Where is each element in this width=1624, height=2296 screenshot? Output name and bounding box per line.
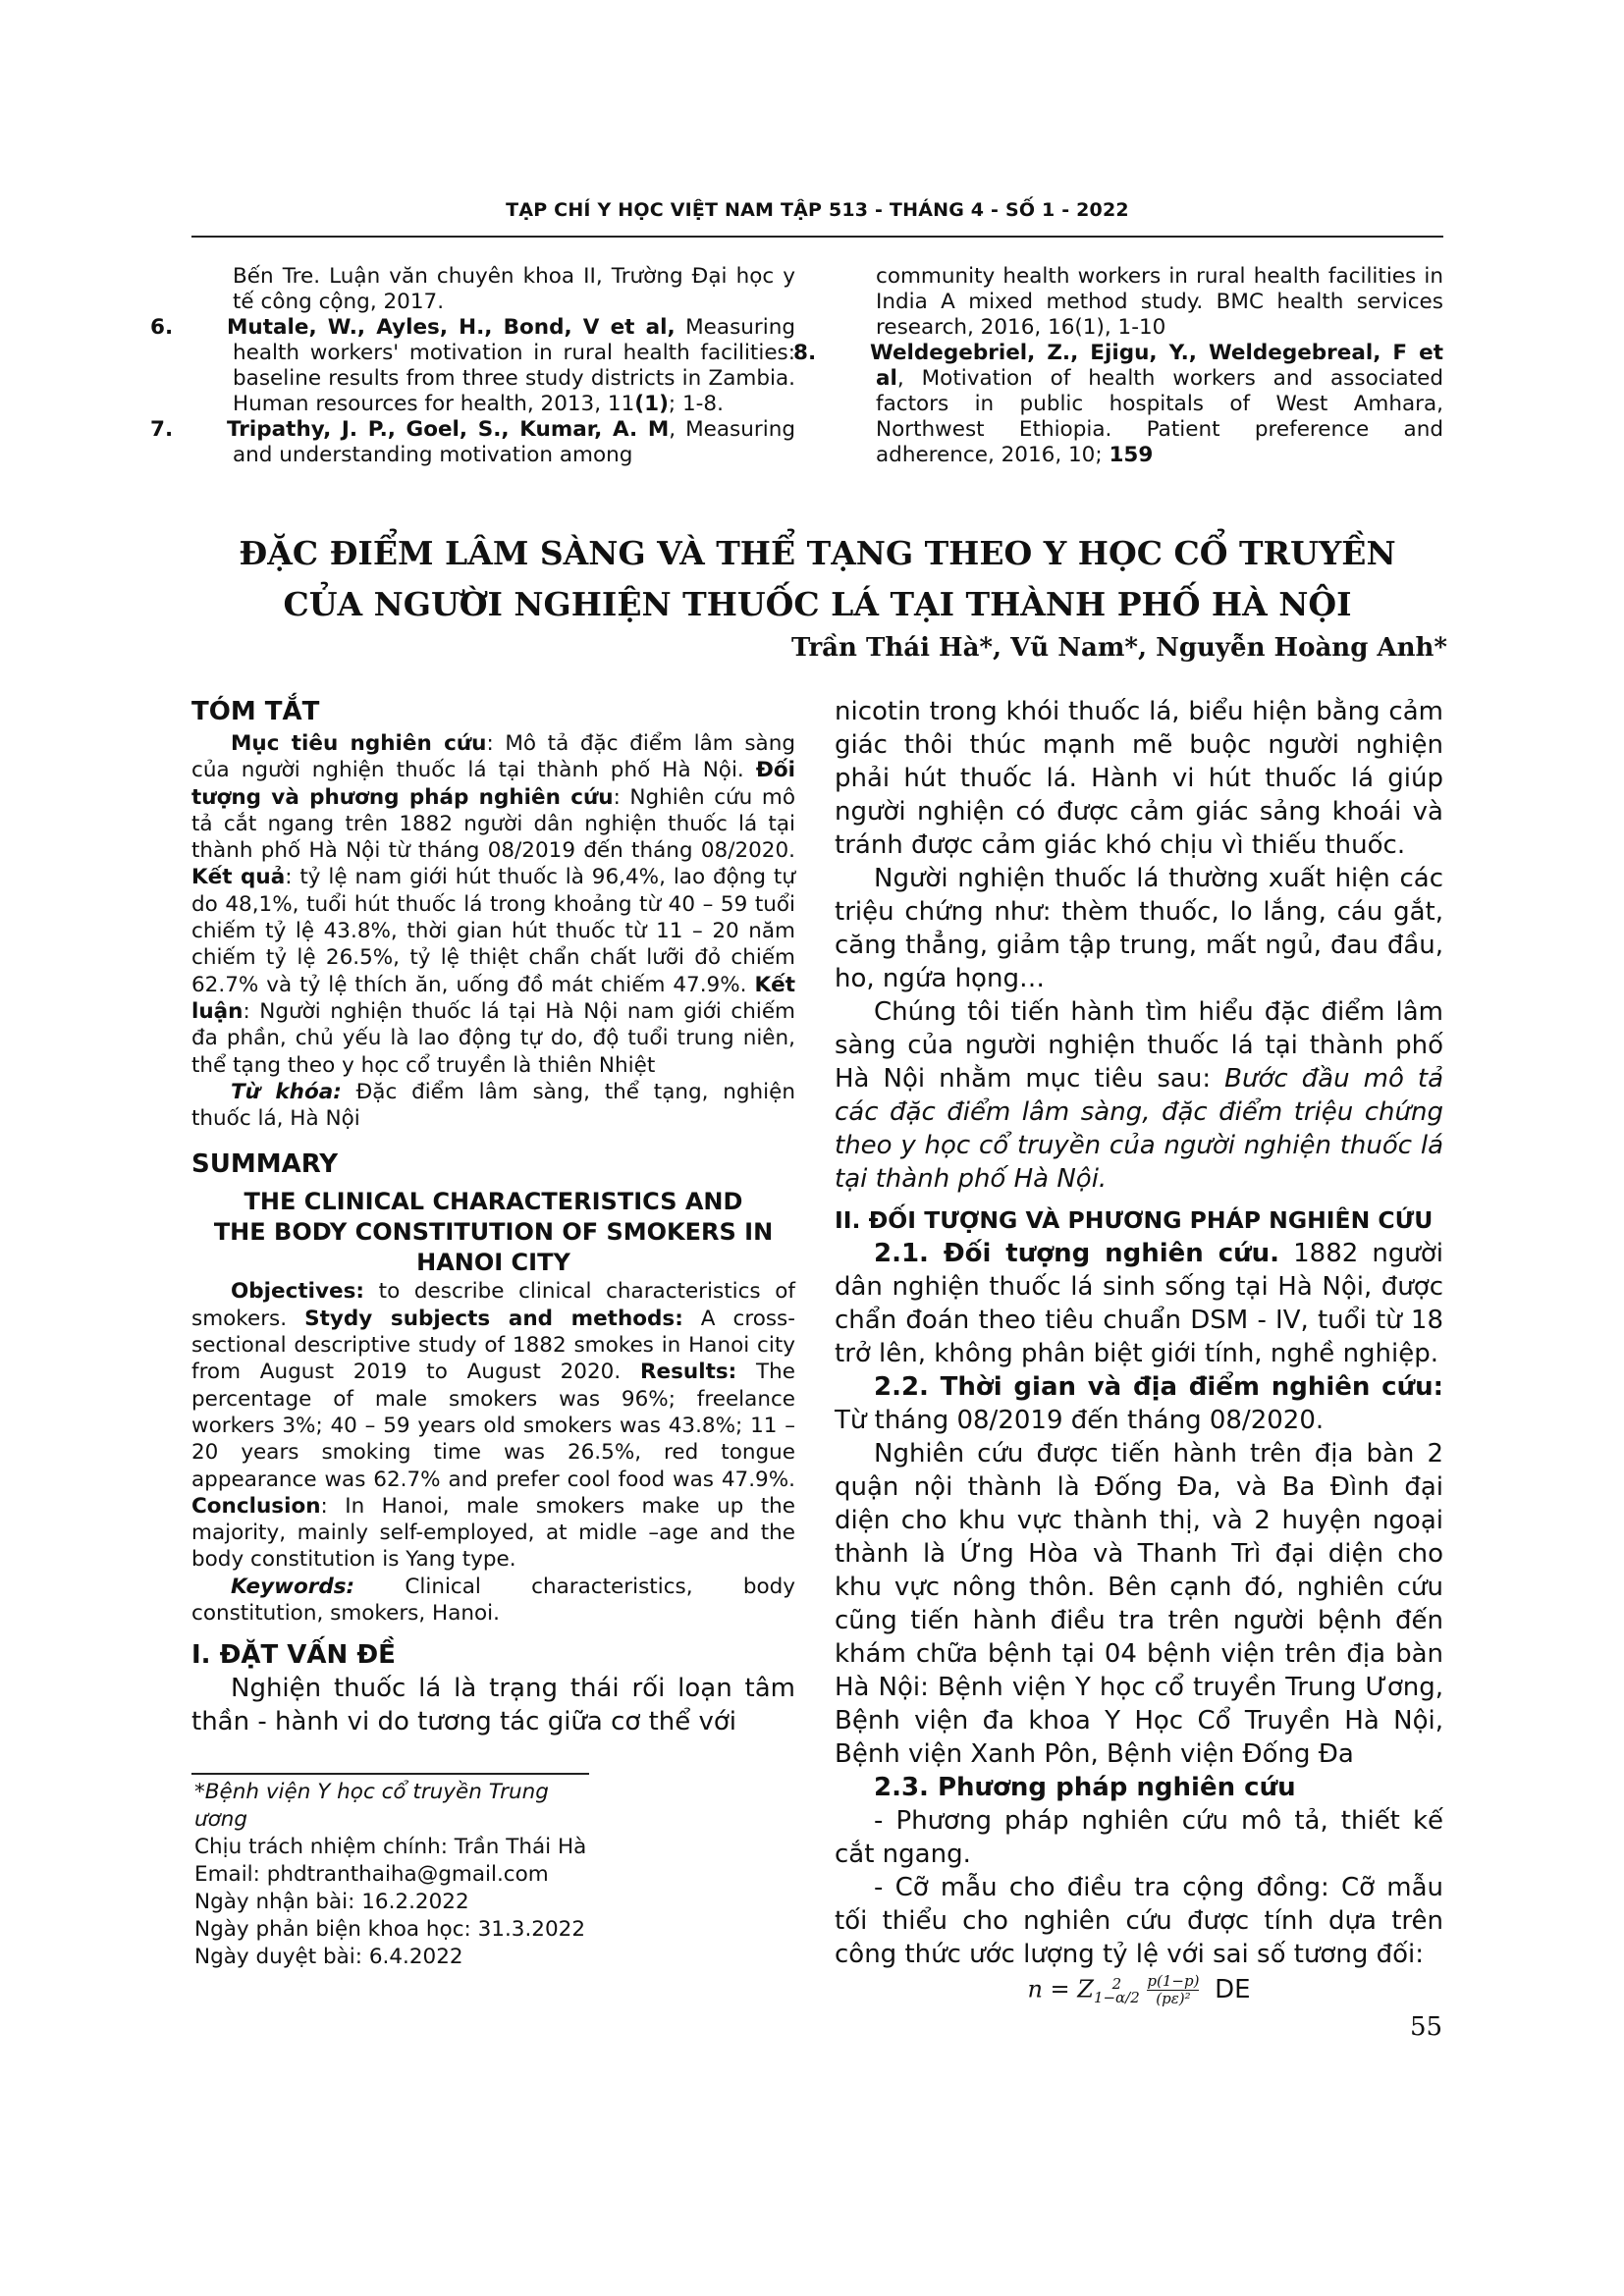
summary-title-line-2: THE BODY CONSTITUTION OF SMOKERS IN — [213, 1218, 774, 1247]
results-text: The percentage of male smokers was 96%; freelance workers 3%; 40 – 59 years old smokers was 43.8%; 11 – 20 years smoking time was 26.5%, red tongue appearance was 62.7% and prefer cool food was 47.9%. — [191, 1360, 795, 1492]
reference-authors: Weldegebriel, Z., Ejigu, Y., Weldegebreal, F et al — [870, 341, 1443, 391]
reference-7 — [150, 417, 795, 468]
methods-label: Stydy subjects and methods: — [304, 1306, 683, 1331]
references-left — [150, 264, 796, 468]
section-2-2 — [835, 1370, 1443, 1437]
reference-number: 8. — [793, 341, 817, 365]
section-2-3 — [835, 1771, 1443, 1804]
conclusion-text: : In Hanoi, male smokers make up the majority, mainly self-employed, at midle –age and the body constitution is Yang type. — [191, 1493, 795, 1573]
results-label: Kết quả — [191, 865, 286, 890]
reference-continuation: community health workers in rural health facilities in India A mixed method study. BMC health services research, 2016, 16(1), 1-10 — [876, 264, 1443, 340]
intro-paragraph-2: Người nghiện thuốc lá thường xuất hiện các triệu chứng như: thèm thuốc, lo lắng, cáu gắt, căng thẳng, giảm tập trung, mất ngủ, đau đầu, ho, ngứa họng… — [835, 864, 1443, 993]
formula-sub: 1−α/2 — [1093, 1988, 1140, 2006]
objective-text: to describe clinical characteristics of smokers. — [191, 1279, 795, 1331]
left-column — [191, 695, 795, 1738]
section-2-3-label: 2.3. Phương pháp nghiên cứu — [874, 1773, 1296, 1802]
summary-heading: SUMMARY — [191, 1149, 339, 1180]
keywords-label: Từ khóa: — [231, 1079, 342, 1104]
methods-text: : Nghiên cứu mô tả cắt ngang trên 1882 người dân nghiện thuốc lá tại thành phố Hà Nội từ tháng 08/2019 đến tháng 08/2020. — [191, 784, 795, 864]
reference-number: 6. — [150, 315, 174, 340]
footnote-affiliation: *Bệnh viện Y học cổ truyền Trung ương — [194, 1780, 549, 1832]
summary-title-line-1: THE CLINICAL CHARACTERISTICS AND — [244, 1188, 743, 1216]
reference-text: , Measuring and understanding motivation among — [233, 417, 795, 467]
keywords-vi — [191, 1079, 795, 1133]
abstract-vi-body — [191, 730, 795, 1079]
reference-authors: Tripathy, J. P., Goel, S., Kumar, A. M — [227, 417, 670, 442]
results-label: Results: — [639, 1360, 737, 1385]
conclusion-label: Conclusion — [191, 1493, 321, 1519]
objective-label: Objectives: — [231, 1279, 365, 1305]
footnote — [194, 1779, 607, 1971]
page-number: 55 — [1410, 2012, 1443, 2042]
title-line-1: ĐẶC ĐIỂM LÂM SÀNG VÀ THỂ TẠNG THEO Y HỌC CỔ TRUYỀN — [239, 534, 1396, 572]
methods-label: Đối tượng và phương pháp nghiên cứu — [191, 758, 795, 810]
intro-paragraph-3 — [835, 995, 1443, 1196]
references-right — [793, 264, 1443, 468]
reference-6 — [150, 315, 796, 417]
formula-numerator: p(1−p) — [1147, 1972, 1200, 1990]
section-2-2-text: Từ tháng 08/2019 đến tháng 08/2020. — [835, 1406, 1325, 1435]
objective-label: Mục tiêu nghiên cứu — [231, 731, 487, 756]
methods-heading: II. ĐỐI TƯỢNG VÀ PHƯƠNG PHÁP NGHIÊN CỨU — [835, 1206, 1434, 1234]
formula-lhs: n = Z — [1027, 1975, 1094, 2003]
formula-script — [1093, 1974, 1140, 2006]
formula-fraction — [1147, 1973, 1199, 2007]
summary-title-line-3: HANOI CITY — [416, 1249, 570, 1277]
keywords-label: Keywords: — [231, 1574, 355, 1599]
formula-denominator: (pε)² — [1156, 1990, 1191, 2007]
running-header: TẠP CHÍ Y HỌC VIỆT NAM TẬP 513 - THÁNG 4 - SỐ 1 - 2022 — [506, 199, 1129, 221]
objective-text: : Mô tả đặc điểm lâm sàng của người nghiện thuốc lá tại thành phố Hà Nội. — [191, 731, 795, 783]
header-rule — [191, 236, 1443, 238]
intro-paragraph-1-start: Nghiện thuốc lá là trạng thái rối loạn tâm thần - hành vi do tương tác giữa cơ thể với — [191, 1674, 795, 1737]
keywords-en — [191, 1574, 795, 1628]
intro-paragraph-1-end: nicotin trong khói thuốc lá, biểu hiện bằng cảm giác thôi thúc mạnh mẽ buộc người nghiện phải hút thuốc lá. Hành vi hút thuốc lá giúp người nghiện có được cảm giác sảng khoái và tránh được cảm giác khó chịu vì thiếu thuốc. — [835, 697, 1443, 860]
summary-body — [191, 1278, 795, 1573]
study-location-paragraph: Nghiên cứu được tiến hành trên địa bàn 2 quận nội thành là Đống Đa, và Ba Đình đại diện cho khu vực thành thị, và 2 huyện ngoại thành là Ứng Hòa và Thanh Trì đại diện cho khu vực nông thôn. Bên cạnh đó, nghiên cứu cũng tiến hành điều tra trên người bệnh đến khám chữa bệnh tại 04 bệnh viện trên địa bàn Hà Nội: Bệnh viện Y học cổ truyền Trung Ương, Bệnh viện đa khoa Y Học Cổ Truyền Hà Nội, Bệnh viện Xanh Pôn, Bệnh viện Đống Đa — [835, 1439, 1443, 1769]
footnote-email: Email: phdtranthaiha@gmail.com — [194, 1862, 549, 1887]
reference-continuation: Bến Tre. Luận văn chuyên khoa II, Trường Đại học y tế công cộng, 2017. — [233, 264, 795, 314]
footnote-received: Ngày nhận bài: 16.2.2022 — [194, 1890, 469, 1914]
conclusion-label: Kết luận — [191, 972, 795, 1024]
section-2-1 — [835, 1237, 1443, 1370]
reference-authors: Mutale, W., Ayles, H., Bond, V et al, — [227, 315, 676, 340]
sample-size-formula — [835, 1973, 1443, 2007]
footnote-accepted: Ngày duyệt bài: 6.4.2022 — [194, 1945, 463, 1969]
abstract-vi-heading: TÓM TẮT — [191, 697, 320, 726]
formula-sup: 2 — [1111, 1974, 1122, 1993]
intro-heading: I. ĐẶT VẤN ĐỀ — [191, 1640, 396, 1671]
formula-design-effect: DE — [1215, 1974, 1251, 2004]
reference-8 — [793, 341, 1443, 468]
keywords-text: Clinical characteristics, body constitution, smokers, Hanoi. — [191, 1574, 795, 1627]
reference-text: , Motivation of health workers and associated factors in public hospitals of West Amhara, Northwest Ethiopia. Patient preference and adherence, 2016, 10; — [876, 366, 1443, 467]
section-2-1-text: 1882 người dân nghiện thuốc lá sinh sống tại Hà Nội, được chẩn đoán theo tiêu chuẩn DSM - IV, tuổi từ 18 trở lên, không phân biệt giới tính, nghề nghiệp. — [835, 1239, 1443, 1368]
method-bullet-1: - Phương pháp nghiên cứu mô tả, thiết kế cắt ngang. — [835, 1806, 1443, 1869]
footnote-responsible: Chịu trách nhiệm chính: Trần Thái Hà — [194, 1835, 587, 1859]
reference-page: 159 — [1109, 443, 1154, 467]
right-column — [835, 695, 1443, 2007]
section-2-2-label: 2.2. Thời gian và địa điểm nghiên cứu: — [874, 1372, 1443, 1402]
intro-p3-text: Chúng tôi tiến hành tìm hiểu đặc điểm lâm sàng của người nghiện thuốc lá tại thành phố Hà Nội nhằm mục tiêu sau: — [835, 997, 1443, 1094]
results-text: : tỷ lệ nam giới hút thuốc là 96,4%, lao động tự do 48,1%, tuổi hút thuốc lá trong khoảng từ 40 – 59 tuổi chiếm tỷ lệ 43.8%, thời gian hút thuốc từ 11 – 20 năm chiếm tỷ lệ 26.5%, tỷ lệ thiệt chẩn chất lưỡi đỏ chiếm 62.7% và tỷ lệ thích ăn, uống đồ mát chiếm 47.9%. — [191, 865, 795, 997]
keywords-text: Đặc điểm lâm sàng, thể tạng, nghiện thuốc lá, Hà Nội — [191, 1079, 795, 1132]
reference-issue: (1) — [634, 392, 669, 416]
authors: Trần Thái Hà*, Vũ Nam*, Nguyễn Hoàng Anh* — [791, 633, 1447, 663]
study-objective: Bước đầu mô tả các đặc điểm lâm sàng, đặc điểm triệu chứng theo y học cổ truyền của người nghiện thuốc lá tại thành phố Hà Nội. — [835, 1064, 1444, 1194]
reference-number: 7. — [150, 417, 174, 442]
section-2-1-label: 2.1. Đối tượng nghiên cứu. — [874, 1239, 1280, 1268]
method-bullet-2: - Cỡ mẫu cho điều tra cộng đồng: Cỡ mẫu tối thiểu cho nghiên cứu được tính dựa trên công thức ước lượng tỷ lệ với sai số tương đối: — [835, 1873, 1443, 1969]
footnote-reviewed: Ngày phản biện khoa học: 31.3.2022 — [194, 1917, 586, 1942]
article-title — [191, 528, 1443, 630]
footnote-rule — [191, 1773, 589, 1775]
reference-pages: ; 1-8. — [668, 392, 724, 416]
reference-text: Measuring health workers' motivation in rural health facilities: baseline results from three study districts in Zambia. Human resources for health, 2013, 11 — [233, 315, 796, 416]
methods-text: A cross-sectional descriptive study of 1882 smokes in Hanoi city from August 2019 to August 2020. — [191, 1306, 796, 1385]
title-line-2: CỦA NGƯỜI NGHIỆN THUỐC LÁ TẠI THÀNH PHỐ HÀ NỘI — [283, 585, 1352, 623]
summary-title — [191, 1187, 795, 1278]
conclusion-text: : Người nghiện thuốc lá tại Hà Nội nam giới chiếm đa phần, chủ yếu là lao động tự do, độ tuổi trung niên, thể tạng theo y học cổ truyền là thiên Nhiệt — [191, 998, 795, 1078]
